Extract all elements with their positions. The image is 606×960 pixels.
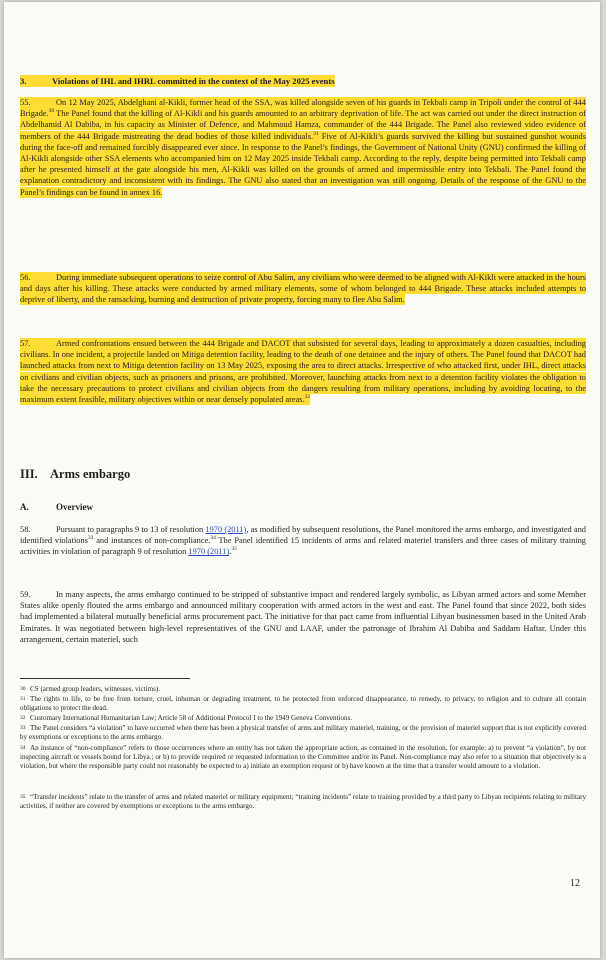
footnote-number: 33 [20,725,26,731]
paragraph-text: . [229,547,232,557]
footnote [20,744,586,771]
footnote-text: The Panel considers “a violation” to have occurred when there has been a physical transfer of arms and military materiel, training, or the provision of materiel support that is not explicitly covered by exemptions or exceptions to the arms embargo. [20,724,586,742]
footnote-ref[interactable]: 32 [304,394,311,401]
footnote-text: The rights to life, to be free from torture, cruel, inhuman or degrading treatment, to be protected from enforced disappearance, to remedy, to privacy, to religion and to culture all contain obligations to protect the dead. [20,695,586,713]
footnote-number: 32 [20,715,26,721]
section-title: Violations of IHL and IHRL committed in the context of the May 2025 events [52,76,335,86]
paragraph-text: The Panel found that the killing of Al-Kikli and his guards amounted to an arbitrary deprivation of life. The act was carried out under the direct instruction of Abdelhamid Al Dabiba, in his capacity as Minister of Defence, and Mahmoud Hamza, commander of the 444 Brigade. The Panel also reviewed video evidence of members of the 444 Brigade mistreating the dead bodies of those killed individuals. [20,109,586,141]
footnote-number: 30 [20,686,26,692]
paragraph-text: In many aspects, the arms embargo continued to be stripped of substantive impact and rendered largely symbolic, as Libyan armed actors and some Member States alike openly flouted the arms embargo and announced military cooperation with armed actors in the west and east. The Panel found that since 2022, both sides had implemented a bilateral mutually beneficial arms procurement pact. The initiative for that pact came from influential Libyan businessmen based in the United Arab Emirates. It was negotiated between high-level representatives of the GNU and LAAF, under the patronage of Ibrahim Al Dabiba and Saddam Haftar. Under this arrangement, certain materiel, such [20,590,586,644]
footnote-text: An instance of “non-compliance” refers to those occurrences where an entity has not taken the appropriate action, as contained in the resolution, for example: a) to prevent “a violation”, by not inspecting aircraft or vessels bound for Libya.; or b) to provide required or requested information to the Committee and/or its Panel. Non-compliance may also refer to a situation that objectively is a violation, but where the responsible party could not reasonably be expected to a) initiate an exemption request or b) have known at the time that a transfer would amount to a violation. [20,744,586,771]
footnote-text: CS (armed group leaders, witnesses, victims). [30,685,161,693]
resolution-link[interactable]: 1970 (2011) [188,547,230,557]
footnote [20,685,586,694]
section-iii-heading [20,467,130,482]
paragraph-text: During immediate subsequent operations to seize control of Abu Salim, any civilians who were deemed to be aligned with Al-Kikli were attacked in the hours and days after his killing. These attacks were conducted by armed military elements, some of whom belonged to 444 Brigade. These attacks included attempts to deprive of liberty, and the ransacking, burning and destruction of private property, forcing many to flee Abu Salim. [20,273,586,305]
footnote-ref[interactable]: 35 [231,546,237,553]
paragraph-number: 57. [20,339,31,348]
footnote-number: 35 [20,794,26,800]
document-page [4,2,600,958]
footnote [20,714,586,723]
footnote-ref[interactable]: 33 [87,535,94,542]
resolution-link[interactable]: 1970 (2011) [205,525,247,534]
section-number: III. [20,467,38,481]
paragraph-text: Pursuant to paragraphs 9 to 13 of resolution [56,525,206,534]
footnote-ref[interactable]: 34 [210,535,216,542]
paragraph-56 [20,272,586,306]
paragraph-number: 58. [20,525,31,534]
footnote-ref[interactable]: 31 [313,130,319,137]
footnote [20,724,586,742]
paragraph-text: , as modified by subsequent resolutions, the Panel monitored the arms embargo, and investigated and identified violations [20,525,586,546]
footnote-text: Customary International Humanitarian Law; Article 58 of Additional Protocol I to the 1949 Geneva Conventions. [30,714,353,722]
footnote [20,793,586,811]
footnote-number: 31 [20,696,26,702]
section-3-heading [20,76,335,86]
section-number: 3. [20,76,27,86]
page-number: 12 [570,878,580,889]
paragraph-59 [20,589,586,645]
footnote-ref[interactable]: 30 [48,108,55,115]
paragraph-number: 59. [20,590,31,599]
paragraph-text: Five of Al-Kikli’s guards survived the killing but sustained gunshot wounds during the face-off and remained forcibly disappeared ever since. In response to the Panel’s findings, the Government of National Unity (GNU) confirmed the killing of Al-Kikli alongside other SSA elements who accompanied him on 12 May 2025 inside Tekbali camp. According to the reply, despite being permitted into Tekbali camp after he presented himself at the gate alongside his men, Al-Kikli was killed on the grounds of armed and impermissible entry into Tekbali. The Panel found the explanation contradictory and inconsistent with its findings. The GNU also stated that an investigation was still ongoing. Details of the response of the GNU to the Panel’s findings can be found in annex 16. [20,131,587,197]
subsection-number: A. [20,502,29,512]
footnote-divider [20,678,190,679]
paragraph-text: The Panel identified 15 incidents of arms and related materiel transfers and three cases of military training activities in violation of paragraph 9 of resolution [20,536,586,557]
subsection-a-heading [20,502,93,512]
footnote-number: 34 [20,745,26,751]
paragraph-number: 56. [20,273,31,282]
section-title: Arms embargo [50,467,131,481]
paragraph-58 [20,524,586,558]
paragraph-text: and instances of non-compliance. [93,536,211,546]
paragraph-55 [20,97,586,198]
footnote-text: “Transfer incidents” relate to the transfer of arms and related materiel or military equipment; “training incidents” relate to training provided by a third party to Libyan recipients relating to military activities, if neither are covered by exemptions or exceptions to the arms embargo. [20,793,586,811]
paragraph-text: On 12 May 2025, Abdelghani al-Kikli, former head of the SSA, was killed alongside seven of his guards in Tekbali camp in Tripoli under the control of 444 Brigade. [20,98,586,119]
paragraph-57 [20,338,586,405]
subsection-title: Overview [56,502,93,512]
paragraph-text: Armed confrontations ensued between the 444 Brigade and DACOT that subsisted for several days, leading to approximately a dozen casualties, including civilians. In one incident, a projectile landed on Mitiga detention facility, leading to the death of one detainee and the injury of others. The Panel found that DACOT had launched attacks from next to Mitiga detention facility on 13 May 2025, exposing the area to direct attacks. Irrespective of who attacked first, under IHL, direct attacks on civilians and civilian objects, such as prisoners and prisons, are prohibited. Moreover, launching attacks from next to a detention facility violates the obligation to take the necessary precautions to protect civilians and civilian objects from the dangers resulting from military operations, including by avoiding locating, to the maximum extent feasible, military objectives within or near densely populated areas. [20,339,586,405]
footnote [20,695,586,713]
paragraph-number: 55. [20,98,31,107]
